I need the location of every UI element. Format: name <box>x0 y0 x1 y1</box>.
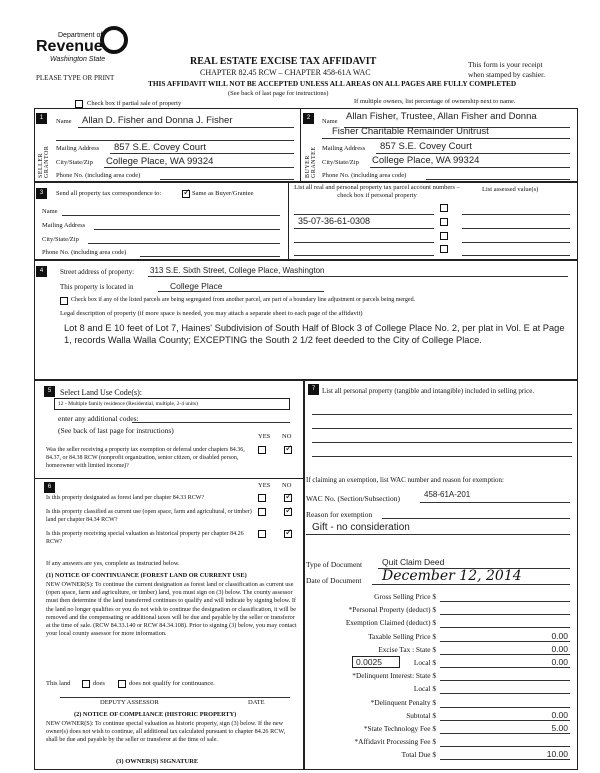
tax-row-line <box>440 720 570 721</box>
buyer-addr-label: Mailing Address <box>322 145 366 152</box>
wac-line <box>420 502 570 503</box>
tax-row-value[interactable]: 5.00 <box>551 723 568 733</box>
assessed-header: List assessed value(s) <box>482 186 539 193</box>
multiple-owners-label: If multiple owners, list percentage of ownership next to name. <box>354 98 516 105</box>
historic-yes-checkbox[interactable] <box>258 530 266 538</box>
this-land-label: This land <box>46 680 71 687</box>
seller-city-value[interactable]: College Place, WA 99324 <box>106 156 214 167</box>
doc-date-label: Date of Document <box>306 576 362 585</box>
section-4-box <box>34 260 578 380</box>
form-title: REAL ESTATE EXCISE TAX AFFIDAVIT <box>190 56 377 67</box>
parcel-header: List all real and personal property tax parcel account numbers – check box if personal property <box>294 184 460 199</box>
tax-row-label: Local $ <box>413 658 436 667</box>
tax-table <box>306 592 576 768</box>
current-use-yes-checkbox[interactable] <box>258 508 266 516</box>
same-as-buyer-checkbox[interactable] <box>182 190 190 198</box>
personal-property-label: List all personal property (tangible and intangible) included in selling price. <box>322 387 535 395</box>
sec5-yes-header: YES <box>258 433 271 440</box>
located-value[interactable]: College Place <box>170 281 223 291</box>
seller-name-label: Name <box>56 118 72 125</box>
tax-row-label: *State Technology Fee $ <box>363 724 436 733</box>
buyer-name-value-2[interactable]: Fisher Charitable Remainder Unitrust <box>332 126 489 137</box>
tax-row-label: Local $ <box>413 684 436 694</box>
sec3-city-label: City/State/Zip <box>42 236 79 243</box>
tax-row-value[interactable]: 0.00 <box>551 657 568 667</box>
doc-date-value[interactable]: December 12, 2014 <box>382 568 522 584</box>
wac-label: WAC No. (Section/Subsection) <box>306 494 400 503</box>
reason-value[interactable]: Gift - no consideration <box>312 522 410 533</box>
sec3-addr-label: Mailing Address <box>42 222 86 229</box>
seller-side-label: SELLER GRANTOR <box>38 145 50 178</box>
street-value[interactable]: 313 S.E. Sixth Street, College Place, Washington <box>150 266 325 275</box>
reason-line-2 <box>306 534 570 535</box>
segregated-label: Check box if any of the listed parcels are being segregated from another parcel, are part of a boundary line adjustment or parcels being merged. <box>71 297 416 303</box>
tax-row-label: Total Due $ <box>401 750 436 760</box>
tax-row-line <box>440 759 570 760</box>
logo-dept-line3: Washington State <box>50 56 106 63</box>
parcel-line-1 <box>294 214 434 215</box>
seller-name-value[interactable]: Allan D. Fisher and Donna J. Fisher <box>82 115 233 126</box>
tax-row-line <box>440 601 570 602</box>
street-label: Street address of property: <box>60 268 135 276</box>
owner-signature-label: (3) OWNER(S) SIGNATURE <box>116 758 199 765</box>
form-warning: THIS AFFIDAVIT WILL NOT BE ACCEPTED UNLESS ALL AREAS ON ALL PAGES ARE FULLY COMPLETED <box>148 79 517 88</box>
same-as-buyer-label: Same as Buyer/Grantee <box>192 190 254 197</box>
exempt-no-checkbox[interactable] <box>284 446 292 454</box>
deputy-label: DEPUTY ASSESSOR <box>100 699 159 706</box>
sec3-name-label: Name <box>42 208 58 215</box>
deputy-sign-line <box>60 697 290 698</box>
parcel-line-4 <box>294 255 434 256</box>
tax-row-label: *Affidavit Processing Fee $ <box>354 737 436 747</box>
logo-swirl-icon <box>100 26 128 54</box>
exemption-header: If claiming an exemption, list WAC number and reason for exemption: <box>306 476 504 484</box>
doc-type-value[interactable]: Quit Claim Deed <box>382 557 445 567</box>
buyer-name-line2 <box>322 138 570 139</box>
receipt-line2: when stamped by cashier. <box>468 70 546 79</box>
additional-codes-label: enter any additional codes: <box>58 414 139 423</box>
dor-logo <box>36 24 128 68</box>
buyer-addr-line <box>376 153 570 154</box>
does-not-label: does not qualify for continuance. <box>129 680 215 687</box>
tax-row-label: Exemption Claimed (deduct) $ <box>345 618 436 628</box>
notice1-body: NEW OWNER(S): To continue the current designation as forest land or classification as current use (open space, farm and agriculture, or timber) land, you must sign on (3) below. The county assessor must then determine if the land transferred continues to qualify and will indicate by signing below. If the land no longer qualifies or you do not wish to continue the designation or classification, it will be removed and the compensating or additional taxes will be due and payable by the seller or transferor at the time of sale. (RCW 84.33.140 or RCW 84.34.108). Prior to signing (3) below, you may contact your local county assessor for more information. <box>46 581 297 638</box>
send-correspondence-label: Send all property tax correspondence to: <box>56 190 162 197</box>
seller-phone-line <box>160 179 294 180</box>
notice2-body: NEW OWNER(S): To continue special valuation as historic property, sign (3) below. If the new owner(s) does not wish to continue, all additional tax calculated pursuant to chapter 84.26 RCW, shall be due and payable by the seller or transferor at the time of sale. <box>46 720 286 743</box>
sec3-name-line <box>62 215 280 216</box>
seller-name-line <box>78 127 294 128</box>
tax-row-value[interactable]: 0.00 <box>551 630 568 641</box>
personal-line-4 <box>312 456 572 457</box>
parcel-line-3 <box>294 242 434 243</box>
historic-question: Is this property receiving special valuation as historical property per chapter 84.26 RCW? <box>46 531 244 545</box>
personal-line-1 <box>312 414 572 415</box>
date-label: DATE <box>248 699 265 706</box>
logo-dept-line1: Department of <box>58 32 103 39</box>
tax-row-line <box>440 641 570 642</box>
seller-name-line2 <box>56 140 294 141</box>
doc-date-line <box>372 584 570 585</box>
sec6-yes-header: YES <box>258 482 271 489</box>
tax-row-label: *Delinquent Interest: State $ <box>352 671 436 681</box>
section-number-3: 3 <box>36 188 47 199</box>
land-use-title: Select Land Use Code(s): <box>60 388 142 397</box>
seller-phone-label: Phone No. (including area code) <box>56 172 141 179</box>
divider <box>288 182 289 260</box>
tax-row-label: Subtotal $ <box>406 710 436 720</box>
tax-row-value[interactable]: 10.00 <box>546 749 568 760</box>
seller-addr-value[interactable]: 857 S.E. Covey Court <box>114 142 206 153</box>
forest-no-checkbox[interactable] <box>284 494 292 502</box>
tax-row-line <box>440 667 570 668</box>
sec5-no-header: NO <box>282 433 292 440</box>
buyer-addr-value[interactable]: 857 S.E. Covey Court <box>380 141 472 152</box>
buyer-city-label: City/State/Zip <box>322 159 359 166</box>
parcel-personal-checkbox-2[interactable] <box>440 218 448 226</box>
forest-yes-checkbox[interactable] <box>258 494 266 502</box>
tax-row-label: *Delinquent Penalty $ <box>370 697 436 707</box>
tax-row-line <box>440 693 570 694</box>
sec5-see-back: (See back of last page for instructions) <box>58 426 174 435</box>
sec3-phone-label: Phone No. (including area code) <box>42 249 127 256</box>
tax-row-line <box>440 746 570 747</box>
notice1-title: (1) NOTICE OF CONTINUANCE (FOREST LAND OR CURRENT USE) <box>46 572 247 579</box>
buyer-city-value[interactable]: College Place, WA 99324 <box>372 155 480 166</box>
parcel-line-2 <box>294 228 434 229</box>
sec3-phone-line <box>140 256 280 257</box>
divider <box>300 108 301 182</box>
tax-row-value[interactable]: 0.00 <box>551 709 568 720</box>
seller-city-line <box>104 167 294 168</box>
divider <box>34 478 304 479</box>
tax-row-label: *Personal Property (deduct) $ <box>348 605 436 615</box>
exempt-question: Was the seller receiving a property tax exemption or deferral under chapters 84.36, 84.37, or 84.38 RCW (nonprofit organization, senior citizen, or disabled person, homeowner with limited income)? <box>46 447 245 469</box>
current-use-no-checkbox[interactable] <box>284 508 292 516</box>
section-number-7: 7 <box>308 384 319 395</box>
assessed-line-3 <box>462 242 570 243</box>
tax-row-line <box>440 680 570 681</box>
street-line <box>148 276 568 277</box>
sec3-city-line <box>88 243 280 244</box>
reason-label: Reason for exemption <box>306 510 373 519</box>
legal-value[interactable]: Lot 8 and E 10 feet of Lot 7, Haines' Subdivision of South Half of Block 3 of College Place No. 2, per plat in Vol. E at Page 1, records Walla Walla County; EXCEPTING the South 2 1/2 feet deeded to the City of College Place. <box>64 323 565 345</box>
section-number-5: 5 <box>44 386 55 397</box>
notice2-title: (2) NOTICE OF COMPLIANCE (HISTORIC PROPERTY) <box>74 711 237 718</box>
tax-row-line <box>440 627 570 628</box>
section-number-4: 4 <box>36 266 47 277</box>
segregated-checkbox[interactable] <box>60 297 68 305</box>
tax-row-label: Excise Tax : State $ <box>378 644 436 654</box>
does-checkbox[interactable] <box>82 680 90 688</box>
seller-city-label: City/State/Zip <box>56 159 93 166</box>
buyer-side-label: BUYER GRANTEE <box>305 146 317 178</box>
sec3-addr-line <box>94 229 280 230</box>
parcel-personal-checkbox-1[interactable] <box>440 204 448 212</box>
exempt-yes-checkbox[interactable] <box>258 446 266 454</box>
tax-row-line <box>440 654 570 655</box>
if-yes-label: If any answers are yes, complete as instructed below. <box>46 560 180 567</box>
assessed-line-4 <box>462 255 570 256</box>
parcel-personal-checkbox-3[interactable] <box>440 232 448 240</box>
buyer-phone-label: Phone No. (including area code) <box>322 172 407 179</box>
partial-sale-label: Check box if partial sale of property <box>87 100 182 107</box>
local-rate-value[interactable]: 0.0025 <box>356 657 382 667</box>
seller-addr-line <box>110 153 294 154</box>
reason-line <box>382 518 570 519</box>
partial-sale-checkbox[interactable] <box>75 100 83 108</box>
personal-line-2 <box>312 428 572 429</box>
additional-codes-line <box>132 422 290 423</box>
assessed-line-1 <box>462 214 570 215</box>
section-number-1: 1 <box>36 113 47 124</box>
buyer-name-label: Name <box>322 118 338 125</box>
form-chapter: CHAPTER 82.45 RCW – CHAPTER 458-61A WAC <box>200 68 371 77</box>
parcel-value[interactable]: 35-07-36-61-0308 <box>298 216 371 226</box>
logo-dept-line2: Revenue <box>36 38 103 55</box>
legal-label: Legal description of property (if more space is needed, you may attach a separate sheet to each page of the affidavit) <box>60 310 363 317</box>
historic-no-checkbox[interactable] <box>284 530 292 538</box>
receipt-line1: This form is your receipt <box>468 60 543 69</box>
located-line <box>158 291 324 292</box>
doc-type-label: Type of Document <box>306 560 363 569</box>
forest-question: Is this property designated as forest land per chapter 84.33 RCW? <box>46 495 205 501</box>
tax-row-line <box>440 707 570 708</box>
tax-row-line <box>440 614 570 615</box>
tax-row-value[interactable]: 0.00 <box>551 643 568 654</box>
section-number-2: 2 <box>303 113 314 124</box>
buyer-phone-line <box>426 179 570 180</box>
land-use-value: 12 - Multiple family residence (Residential, multiple, 2-4 units) <box>58 401 198 407</box>
buyer-city-line <box>370 167 570 168</box>
tax-row-label: Taxable Selling Price $ <box>368 631 436 641</box>
wac-value[interactable]: 458-61A-201 <box>424 490 471 499</box>
sec6-no-header: NO <box>282 482 292 489</box>
does-not-checkbox[interactable] <box>118 680 126 688</box>
tax-row-line <box>440 733 570 734</box>
seller-addr-label: Mailing Address <box>56 145 100 152</box>
tax-row-label: Gross Selling Price $ <box>374 592 436 601</box>
type-or-print: PLEASE TYPE OR PRINT <box>36 74 115 82</box>
section-number-6: 6 <box>44 482 55 493</box>
does-label: does <box>93 680 105 687</box>
assessed-line-2 <box>462 228 570 229</box>
located-label: This property is located in <box>60 283 134 291</box>
current-use-question: Is this property classified as current use (open space, farm and agricultural, or timber) land per chapter 84.34 RCW? <box>46 509 252 523</box>
form-see-back: (See back of last page for instructions) <box>228 90 329 97</box>
personal-line-3 <box>312 442 572 443</box>
buyer-name-value-1[interactable]: Allan Fisher, Trustee, Allan Fisher and Donna <box>346 111 537 122</box>
parcel-personal-checkbox-4[interactable] <box>440 245 448 253</box>
